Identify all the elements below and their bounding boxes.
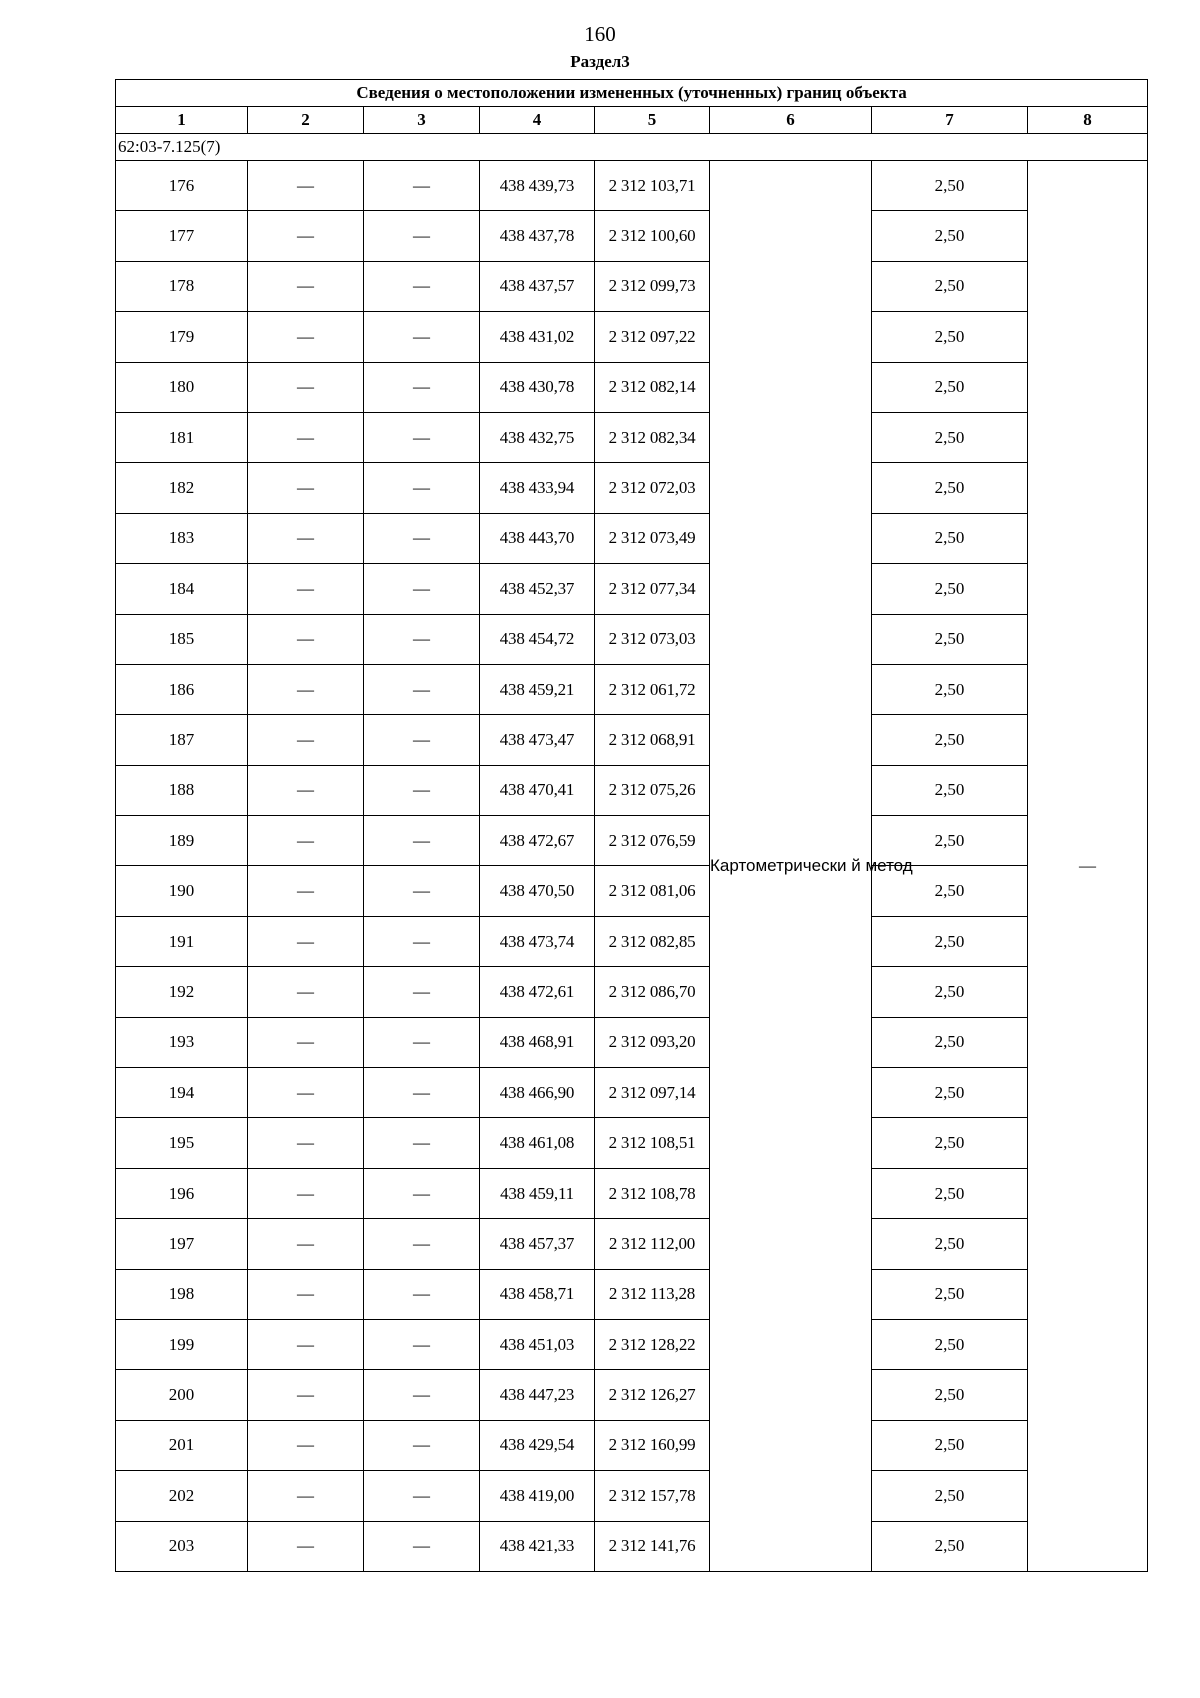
point-number-cell: 176 bbox=[116, 161, 248, 211]
accuracy-cell: 2,50 bbox=[872, 1319, 1028, 1369]
column-2-cell: — bbox=[248, 513, 364, 563]
column-3-cell: — bbox=[364, 211, 480, 261]
point-number-cell: 187 bbox=[116, 715, 248, 765]
column-2-cell: — bbox=[248, 1068, 364, 1118]
accuracy-cell: 2,50 bbox=[872, 261, 1028, 311]
point-number-cell: 202 bbox=[116, 1471, 248, 1521]
coordinate-x-cell: 438 466,90 bbox=[480, 1068, 595, 1118]
point-number-cell: 191 bbox=[116, 916, 248, 966]
coordinate-y-cell: 2 312 126,27 bbox=[595, 1370, 710, 1420]
column-2-cell: — bbox=[248, 916, 364, 966]
boundary-table bbox=[115, 79, 1148, 1572]
coordinate-x-cell: 438 443,70 bbox=[480, 513, 595, 563]
accuracy-cell: 2,50 bbox=[872, 1521, 1028, 1571]
column-2-cell: — bbox=[248, 463, 364, 513]
point-number-cell: 189 bbox=[116, 816, 248, 866]
coordinate-y-cell: 2 312 082,14 bbox=[595, 362, 710, 412]
point-number-cell: 195 bbox=[116, 1118, 248, 1168]
table-row bbox=[116, 1420, 1148, 1470]
accuracy-cell: 2,50 bbox=[872, 765, 1028, 815]
column-2-cell: — bbox=[248, 664, 364, 714]
point-number-cell: 178 bbox=[116, 261, 248, 311]
point-number-cell: 197 bbox=[116, 1219, 248, 1269]
coordinate-y-cell: 2 312 093,20 bbox=[595, 1017, 710, 1067]
column-2-cell: — bbox=[248, 715, 364, 765]
column-3-cell: — bbox=[364, 1017, 480, 1067]
accuracy-cell: 2,50 bbox=[872, 161, 1028, 211]
coordinate-y-cell: 2 312 099,73 bbox=[595, 261, 710, 311]
table-row bbox=[116, 261, 1148, 311]
column-2-cell: — bbox=[248, 412, 364, 462]
column-3-cell: — bbox=[364, 362, 480, 412]
table-row bbox=[116, 1319, 1148, 1369]
point-number-cell: 185 bbox=[116, 614, 248, 664]
accuracy-cell: 2,50 bbox=[872, 916, 1028, 966]
table-row bbox=[116, 916, 1148, 966]
table-row bbox=[116, 1269, 1148, 1319]
accuracy-cell: 2,50 bbox=[872, 463, 1028, 513]
accuracy-cell: 2,50 bbox=[872, 1219, 1028, 1269]
accuracy-cell: 2,50 bbox=[872, 211, 1028, 261]
point-number-cell: 198 bbox=[116, 1269, 248, 1319]
column-header: 7 bbox=[872, 107, 1028, 134]
coordinate-x-cell: 438 429,54 bbox=[480, 1420, 595, 1470]
object-id-row bbox=[116, 134, 1148, 161]
accuracy-cell: 2,50 bbox=[872, 967, 1028, 1017]
column-3-cell: — bbox=[364, 614, 480, 664]
table-row bbox=[116, 513, 1148, 563]
point-number-cell: 184 bbox=[116, 564, 248, 614]
accuracy-cell: 2,50 bbox=[872, 1420, 1028, 1470]
coordinate-y-cell: 2 312 113,28 bbox=[595, 1269, 710, 1319]
table-row bbox=[116, 1168, 1148, 1218]
column-2-cell: — bbox=[248, 866, 364, 916]
column-3-cell: — bbox=[364, 1521, 480, 1571]
point-number-cell: 192 bbox=[116, 967, 248, 1017]
coordinate-x-cell: 438 458,71 bbox=[480, 1269, 595, 1319]
coordinate-y-cell: 2 312 082,34 bbox=[595, 412, 710, 462]
coordinate-x-cell: 438 432,75 bbox=[480, 412, 595, 462]
column-3-cell: — bbox=[364, 664, 480, 714]
table-row bbox=[116, 816, 1148, 866]
table-row bbox=[116, 1017, 1148, 1067]
point-number-cell: 196 bbox=[116, 1168, 248, 1218]
point-number-cell: 199 bbox=[116, 1319, 248, 1369]
coordinate-x-cell: 438 454,72 bbox=[480, 614, 595, 664]
coordinate-y-cell: 2 312 073,49 bbox=[595, 513, 710, 563]
accuracy-cell: 2,50 bbox=[872, 614, 1028, 664]
coordinate-x-cell: 438 430,78 bbox=[480, 362, 595, 412]
column-2-cell: — bbox=[248, 312, 364, 362]
column-3-cell: — bbox=[364, 463, 480, 513]
accuracy-cell: 2,50 bbox=[872, 412, 1028, 462]
accuracy-cell: 2,50 bbox=[872, 1118, 1028, 1168]
table-caption: Сведения о местоположении измененных (уточненных) границ объекта bbox=[116, 80, 1148, 107]
column-3-cell: — bbox=[364, 412, 480, 462]
coordinate-y-cell: 2 312 082,85 bbox=[595, 916, 710, 966]
column-3-cell: — bbox=[364, 564, 480, 614]
column-2-cell: — bbox=[248, 1471, 364, 1521]
table-row bbox=[116, 564, 1148, 614]
coordinate-y-cell: 2 312 086,70 bbox=[595, 967, 710, 1017]
accuracy-cell: 2,50 bbox=[872, 1017, 1028, 1067]
column-header: 8 bbox=[1028, 107, 1148, 134]
column-2-cell: — bbox=[248, 765, 364, 815]
table-row bbox=[116, 463, 1148, 513]
table-row bbox=[116, 362, 1148, 412]
accuracy-cell: 2,50 bbox=[872, 1068, 1028, 1118]
accuracy-cell: 2,50 bbox=[872, 362, 1028, 412]
coordinate-y-cell: 2 312 061,72 bbox=[595, 664, 710, 714]
coordinate-y-cell: 2 312 157,78 bbox=[595, 1471, 710, 1521]
table-row bbox=[116, 1219, 1148, 1269]
coordinate-y-cell: 2 312 097,14 bbox=[595, 1068, 710, 1118]
column-2-cell: — bbox=[248, 1420, 364, 1470]
point-number-cell: 183 bbox=[116, 513, 248, 563]
point-number-cell: 194 bbox=[116, 1068, 248, 1118]
point-number-cell: 190 bbox=[116, 866, 248, 916]
column-2-cell: — bbox=[248, 1168, 364, 1218]
point-number-cell: 193 bbox=[116, 1017, 248, 1067]
point-number-cell: 200 bbox=[116, 1370, 248, 1420]
column-2-cell: — bbox=[248, 1269, 364, 1319]
table-row bbox=[116, 614, 1148, 664]
coordinate-x-cell: 438 473,47 bbox=[480, 715, 595, 765]
coordinate-x-cell: 438 437,78 bbox=[480, 211, 595, 261]
coordinate-y-cell: 2 312 075,26 bbox=[595, 765, 710, 815]
coordinate-y-cell: 2 312 160,99 bbox=[595, 1420, 710, 1470]
point-number-cell: 181 bbox=[116, 412, 248, 462]
accuracy-cell: 2,50 bbox=[872, 715, 1028, 765]
column-3-cell: — bbox=[364, 1168, 480, 1218]
point-number-cell: 201 bbox=[116, 1420, 248, 1470]
coordinate-x-cell: 438 459,21 bbox=[480, 664, 595, 714]
column-3-cell: — bbox=[364, 1219, 480, 1269]
column-header: 3 bbox=[364, 107, 480, 134]
column-2-cell: — bbox=[248, 211, 364, 261]
table-row bbox=[116, 1471, 1148, 1521]
coordinate-y-cell: 2 312 072,03 bbox=[595, 463, 710, 513]
point-number-cell: 180 bbox=[116, 362, 248, 412]
table-row bbox=[116, 161, 1148, 211]
column-header: 6 bbox=[710, 107, 872, 134]
column-3-cell: — bbox=[364, 261, 480, 311]
column-3-cell: — bbox=[364, 916, 480, 966]
coordinate-x-cell: 438 419,00 bbox=[480, 1471, 595, 1521]
table-row bbox=[116, 715, 1148, 765]
column-2-cell: — bbox=[248, 816, 364, 866]
accuracy-cell: 2,50 bbox=[872, 1370, 1028, 1420]
accuracy-cell: 2,50 bbox=[872, 1269, 1028, 1319]
accuracy-cell: 2,50 bbox=[872, 866, 1028, 916]
coordinate-x-cell: 438 433,94 bbox=[480, 463, 595, 513]
table-row bbox=[116, 967, 1148, 1017]
coordinate-x-cell: 438 439,73 bbox=[480, 161, 595, 211]
column-2-cell: — bbox=[248, 1370, 364, 1420]
coordinate-y-cell: 2 312 081,06 bbox=[595, 866, 710, 916]
coordinate-x-cell: 438 459,11 bbox=[480, 1168, 595, 1218]
column-2-cell: — bbox=[248, 1319, 364, 1369]
column-2-cell: — bbox=[248, 564, 364, 614]
coordinate-y-cell: 2 312 141,76 bbox=[595, 1521, 710, 1571]
coordinate-y-cell: 2 312 068,91 bbox=[595, 715, 710, 765]
column-2-cell: — bbox=[248, 261, 364, 311]
coordinate-x-cell: 438 468,91 bbox=[480, 1017, 595, 1067]
coordinate-x-cell: 438 470,50 bbox=[480, 866, 595, 916]
coordinate-y-cell: 2 312 128,22 bbox=[595, 1319, 710, 1369]
coordinate-y-cell: 2 312 077,34 bbox=[595, 564, 710, 614]
table-row bbox=[116, 1118, 1148, 1168]
column-3-cell: — bbox=[364, 1319, 480, 1369]
table-row bbox=[116, 866, 1148, 916]
column-2-cell: — bbox=[248, 1118, 364, 1168]
column-3-cell: — bbox=[364, 161, 480, 211]
column-header: 1 bbox=[116, 107, 248, 134]
table-row bbox=[116, 1370, 1148, 1420]
coordinate-y-cell: 2 312 076,59 bbox=[595, 816, 710, 866]
column-3-cell: — bbox=[364, 312, 480, 362]
column-3-cell: — bbox=[364, 866, 480, 916]
table-caption-row bbox=[116, 80, 1148, 107]
point-number-cell: 186 bbox=[116, 664, 248, 714]
coordinate-x-cell: 438 437,57 bbox=[480, 261, 595, 311]
object-id: 62:03-7.125(7) bbox=[116, 134, 1148, 161]
method-cell: Картометрически й метод bbox=[710, 161, 872, 1572]
column-3-cell: — bbox=[364, 1420, 480, 1470]
coordinate-x-cell: 438 473,74 bbox=[480, 916, 595, 966]
coordinate-x-cell: 438 431,02 bbox=[480, 312, 595, 362]
table-row bbox=[116, 412, 1148, 462]
coordinate-x-cell: 438 421,33 bbox=[480, 1521, 595, 1571]
table-row bbox=[116, 664, 1148, 714]
column-3-cell: — bbox=[364, 1068, 480, 1118]
column-3-cell: — bbox=[364, 1471, 480, 1521]
column-3-cell: — bbox=[364, 715, 480, 765]
table-row bbox=[116, 1521, 1148, 1571]
coordinate-y-cell: 2 312 103,71 bbox=[595, 161, 710, 211]
column-2-cell: — bbox=[248, 1521, 364, 1571]
point-number-cell: 203 bbox=[116, 1521, 248, 1571]
column-3-cell: — bbox=[364, 513, 480, 563]
column-2-cell: — bbox=[248, 967, 364, 1017]
column-3-cell: — bbox=[364, 1269, 480, 1319]
coordinate-x-cell: 438 451,03 bbox=[480, 1319, 595, 1369]
accuracy-cell: 2,50 bbox=[872, 513, 1028, 563]
coordinate-x-cell: 438 447,23 bbox=[480, 1370, 595, 1420]
page-number: 160 bbox=[584, 22, 616, 46]
accuracy-cell: 2,50 bbox=[872, 816, 1028, 866]
column-header: 2 bbox=[248, 107, 364, 134]
coordinate-x-cell: 438 470,41 bbox=[480, 765, 595, 815]
coordinate-x-cell: 438 472,61 bbox=[480, 967, 595, 1017]
column-3-cell: — bbox=[364, 967, 480, 1017]
coordinate-y-cell: 2 312 073,03 bbox=[595, 614, 710, 664]
coordinate-x-cell: 438 452,37 bbox=[480, 564, 595, 614]
accuracy-cell: 2,50 bbox=[872, 664, 1028, 714]
column-3-cell: — bbox=[364, 1118, 480, 1168]
point-number-cell: 179 bbox=[116, 312, 248, 362]
column-8-cell: — bbox=[1028, 161, 1148, 1572]
table-row bbox=[116, 312, 1148, 362]
accuracy-cell: 2,50 bbox=[872, 1168, 1028, 1218]
accuracy-cell: 2,50 bbox=[872, 564, 1028, 614]
column-3-cell: — bbox=[364, 765, 480, 815]
section-title: Раздел3 bbox=[570, 52, 630, 71]
coordinate-y-cell: 2 312 108,51 bbox=[595, 1118, 710, 1168]
coordinate-x-cell: 438 472,67 bbox=[480, 816, 595, 866]
column-3-cell: — bbox=[364, 816, 480, 866]
accuracy-cell: 2,50 bbox=[872, 312, 1028, 362]
column-2-cell: — bbox=[248, 1017, 364, 1067]
column-header: 4 bbox=[480, 107, 595, 134]
point-number-cell: 182 bbox=[116, 463, 248, 513]
column-2-cell: — bbox=[248, 161, 364, 211]
coordinate-y-cell: 2 312 108,78 bbox=[595, 1168, 710, 1218]
coordinate-x-cell: 438 457,37 bbox=[480, 1219, 595, 1269]
column-2-cell: — bbox=[248, 362, 364, 412]
column-3-cell: — bbox=[364, 1370, 480, 1420]
column-2-cell: — bbox=[248, 614, 364, 664]
column-2-cell: — bbox=[248, 1219, 364, 1269]
accuracy-cell: 2,50 bbox=[872, 1471, 1028, 1521]
coordinate-y-cell: 2 312 100,60 bbox=[595, 211, 710, 261]
column-header-row bbox=[116, 107, 1148, 134]
coordinate-x-cell: 438 461,08 bbox=[480, 1118, 595, 1168]
table-row bbox=[116, 765, 1148, 815]
column-header: 5 bbox=[595, 107, 710, 134]
point-number-cell: 188 bbox=[116, 765, 248, 815]
table-row bbox=[116, 211, 1148, 261]
point-number-cell: 177 bbox=[116, 211, 248, 261]
coordinate-y-cell: 2 312 112,00 bbox=[595, 1219, 710, 1269]
coordinate-y-cell: 2 312 097,22 bbox=[595, 312, 710, 362]
table-row bbox=[116, 1068, 1148, 1118]
